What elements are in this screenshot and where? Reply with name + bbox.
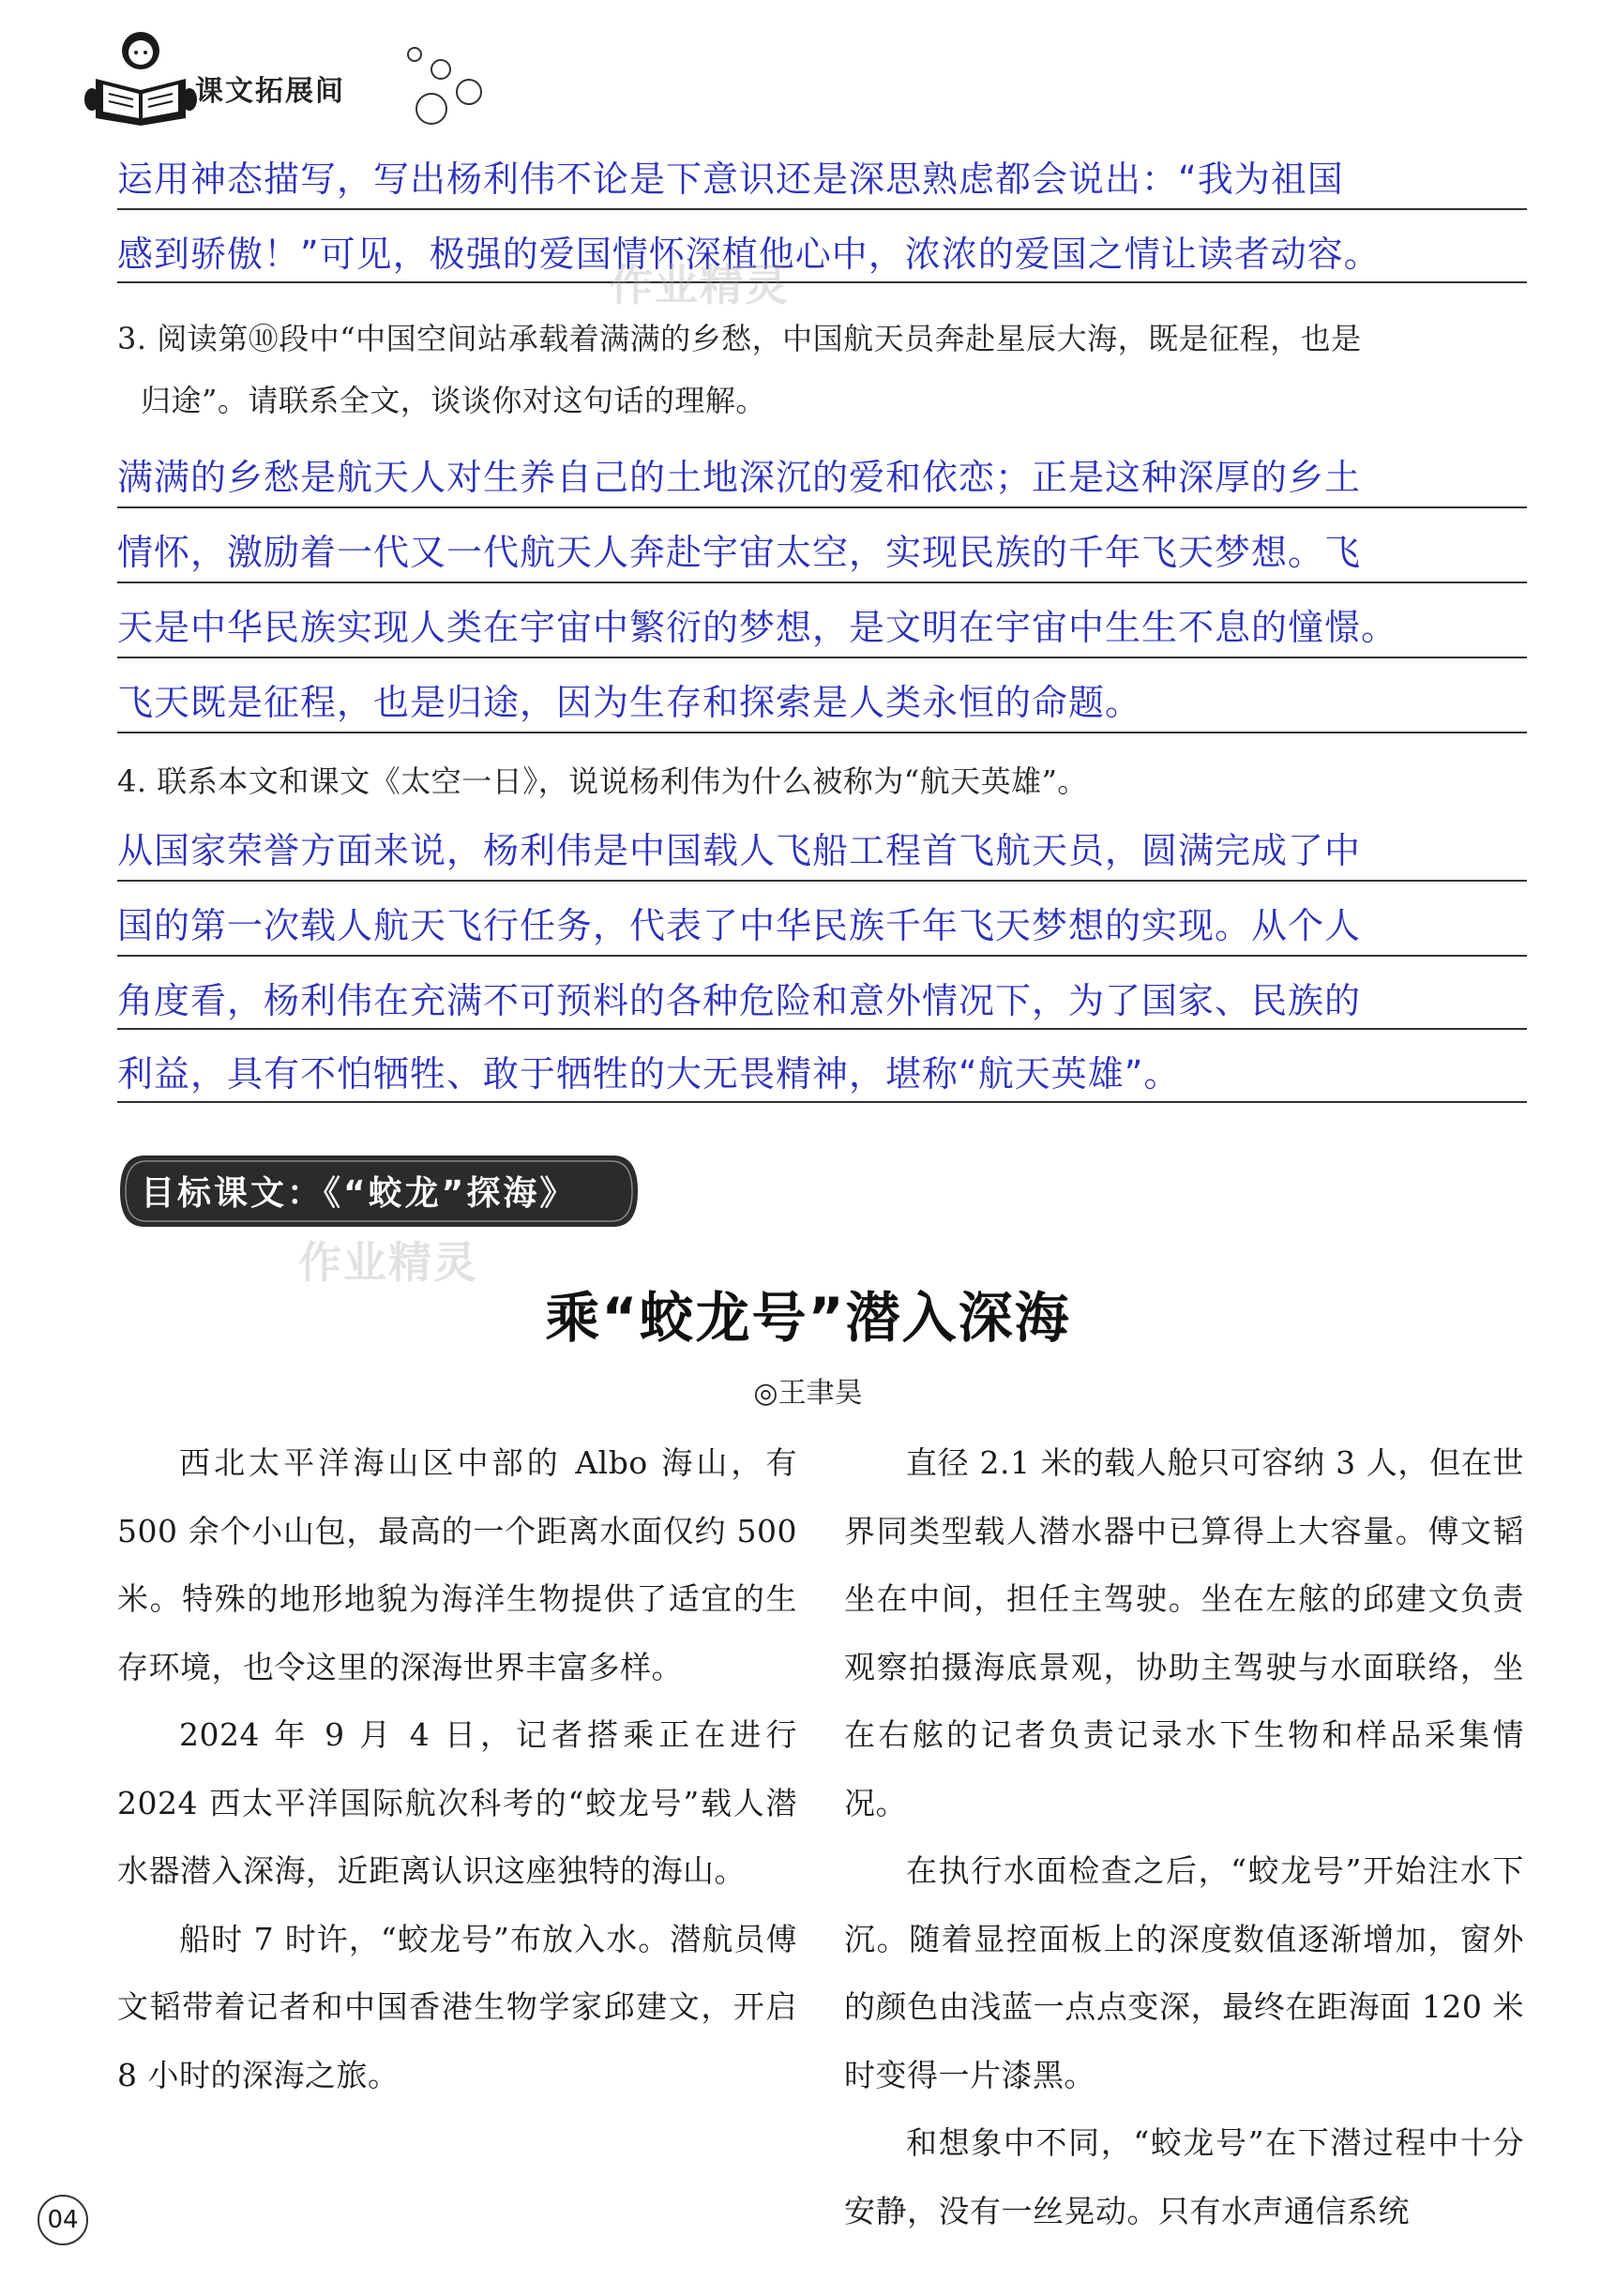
header-title: 课文拓展间: [195, 75, 345, 108]
paragraph: 直径 2.1 米的载人舱只可容纳 3 人，但在世界同类型载人潜水器中已算得上大容量。傅文韬坐在中间，担任主驾驶。坐在左舷的邱建文负责观察拍摄海底景观，协助主驾驶与水面联络，坐在右舷的记者负责记录水下生物和样品采集情况。: [844, 1444, 1524, 1821]
paragraph: 船时 7 时许，“蛟龙号”布放入水。潜航员傅文韬带着记者和中国香港生物学家邱建文，开启 8 小时的深海之旅。: [117, 1920, 797, 2093]
question-3-cont: 归途”。请联系全文，谈谈你对这句话的理解。: [141, 383, 766, 418]
watermark: 作业精灵: [610, 260, 790, 310]
paragraph: 西北太平洋海山区中部的 Albo 海山，有 500 余个小山包，最高的一个距离水面仅约 500 米。特殊的地形地貌为海洋生物提供了适宜的生存环境，也令这里的深海世界丰富多样。: [117, 1444, 797, 1685]
article-column-right: [844, 1429, 1524, 2245]
answer-rule: [117, 208, 1527, 210]
reading-person-icon: [83, 24, 204, 128]
question-3: 3. 阅读第⑩段中“中国空间站承载着满满的乡愁，中国航天员奔赴星辰大海，既是征程，也是: [117, 321, 1362, 356]
answer-rule: [117, 657, 1527, 658]
answer-rule: [117, 506, 1527, 508]
answer-rule: [117, 1028, 1527, 1030]
answer-rule: [117, 880, 1527, 882]
paragraph: 2024 年 9 月 4 日，记者搭乘正在进行 2024 西太平洋国际航次科考的“蛟龙号”载人潜水器潜入深海，近距离认识这座独特的海山。: [117, 1716, 797, 1889]
answer-rule: [117, 955, 1527, 957]
watermark: 作业精灵: [298, 1237, 478, 1288]
banner-text: 目标课文：《“蛟龙”探海》: [141, 1174, 577, 1213]
answer-line: 利益，具有不怕牺牲、敢于牺牲的大无畏精神，堪称“航天英雄”。: [117, 1053, 1181, 1095]
answer-line: 从国家荣誉方面来说，杨利伟是中国载人飞船工程首飞航天员，圆满完成了中: [117, 830, 1362, 871]
answer-line: 天是中华民族实现人类在宇宙中繁衍的梦想，是文明在宇宙中生生不息的憧憬。: [117, 607, 1398, 648]
answer-line: 飞天既是征程，也是归途，因为生存和探索是人类永恒的命题。: [117, 682, 1142, 723]
answer-line: 运用神态描写，写出杨利伟不论是下意识还是深思熟虑都会说出：“我为祖国: [117, 159, 1344, 200]
answer-line: 角度看，杨利伟在充满不可预料的各种危险和意外情况下，为了国家、民族的: [117, 980, 1362, 1021]
article-column-left: [117, 1429, 797, 2109]
answer-rule: [117, 732, 1527, 733]
page-number: 04: [38, 2195, 88, 2245]
answer-line: 情怀，激励着一代又一代航天人奔赴宇宙太空，实现民族的千年飞天梦想。飞: [117, 532, 1362, 573]
article-title: 乘“蛟龙号”潜入深海: [545, 1286, 1071, 1350]
answer-line: 感到骄傲！”可见，极强的爱国情怀深植他心中，浓浓的爱国之情让读者动容。: [117, 234, 1381, 275]
article-author: ◎王聿昊: [753, 1377, 863, 1410]
question-4: 4. 联系本文和课文《太空一日》，说说杨利伟为什么被称为“航天英雄”。: [117, 763, 1088, 799]
paragraph: 和想象中不同，“蛟龙号”在下潜过程中十分安静，没有一丝晃动。只有水声通信系统: [844, 2124, 1524, 2229]
answer-rule: [117, 281, 1527, 283]
paragraph: 在执行水面检查之后，“蛟龙号”开始注水下沉。随着显控面板上的深度数值逐渐增加，窗外的颜色由浅蓝一点点变深，最终在距海面 120 米时变得一片漆黑。: [844, 1852, 1524, 2093]
answer-line: 满满的乡愁是航天人对生养自己的土地深沉的爱和依恋；正是这种深厚的乡土: [117, 457, 1362, 498]
answer-rule: [117, 1101, 1527, 1103]
answer-line: 国的第一次载人航天飞行任务，代表了中华民族千年飞天梦想的实现。从个人: [117, 905, 1362, 946]
answer-rule: [117, 582, 1527, 583]
bubbles-decoration-icon: [394, 38, 497, 131]
